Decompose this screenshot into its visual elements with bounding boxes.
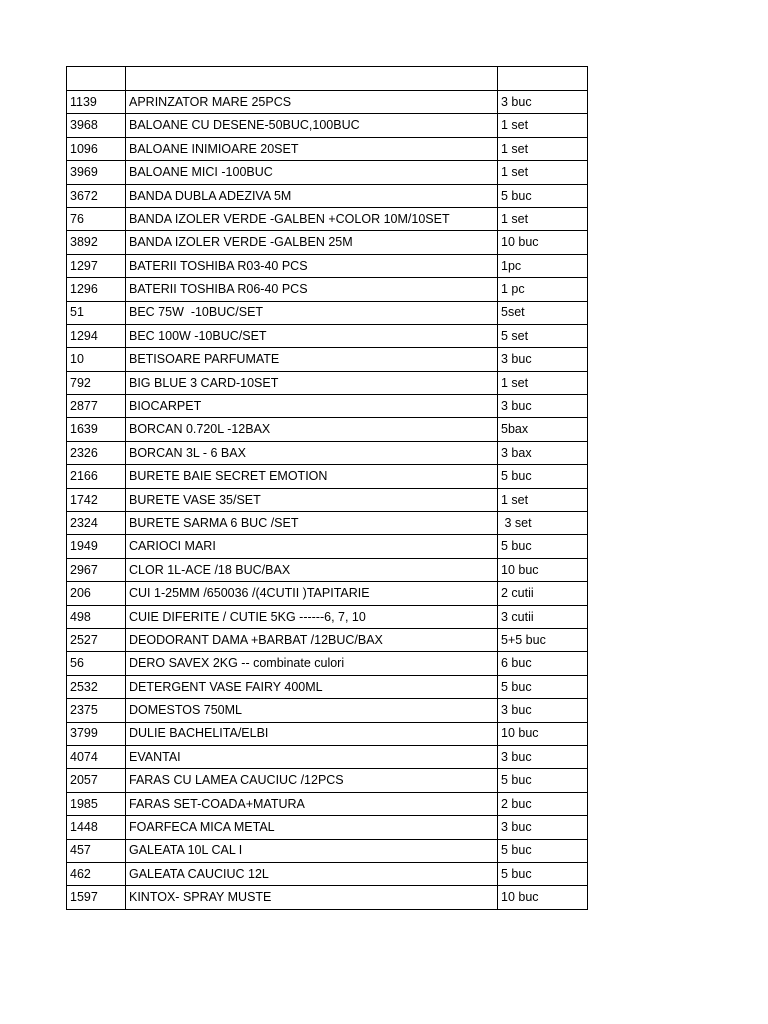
item-code-cell: 2527 (67, 628, 126, 651)
table-row (67, 675, 588, 698)
table-row (67, 816, 588, 839)
item-description-cell: GALEATA CAUCIUC 12L (126, 862, 498, 885)
item-quantity-cell: 2 cutii (498, 582, 588, 605)
table-row (67, 488, 588, 511)
item-code-cell: 2326 (67, 441, 126, 464)
item-code-cell: 2532 (67, 675, 126, 698)
item-code-cell: 1139 (67, 91, 126, 114)
item-description-cell: BURETE VASE 35/SET (126, 488, 498, 511)
item-quantity-cell: 3 buc (498, 91, 588, 114)
item-code-cell: 1985 (67, 792, 126, 815)
item-quantity-cell: 5 buc (498, 465, 588, 488)
item-quantity-cell: 5 set (498, 324, 588, 347)
item-quantity-cell: 3 buc (498, 745, 588, 768)
item-quantity-cell: 2 buc (498, 792, 588, 815)
item-quantity-cell: 6 buc (498, 652, 588, 675)
item-description-cell: DULIE BACHELITA/ELBI (126, 722, 498, 745)
item-quantity-cell: 10 buc (498, 886, 588, 909)
header-quantity-cell (498, 67, 588, 91)
item-quantity-cell: 3 cutii (498, 605, 588, 628)
table-row (67, 465, 588, 488)
table-row (67, 324, 588, 347)
item-description-cell: FOARFECA MICA METAL (126, 816, 498, 839)
table-row (67, 558, 588, 581)
item-quantity-cell: 3 buc (498, 699, 588, 722)
item-code-cell: 2057 (67, 769, 126, 792)
product-table (66, 66, 588, 910)
item-quantity-cell: 5bax (498, 418, 588, 441)
item-description-cell: BORCAN 0.720L -12BAX (126, 418, 498, 441)
item-description-cell: APRINZATOR MARE 25PCS (126, 91, 498, 114)
header-description-cell (126, 67, 498, 91)
item-code-cell: 457 (67, 839, 126, 862)
table-row (67, 582, 588, 605)
item-code-cell: 462 (67, 862, 126, 885)
table-row (67, 839, 588, 862)
item-description-cell: DERO SAVEX 2KG -- combinate culori (126, 652, 498, 675)
item-description-cell: BIG BLUE 3 CARD-10SET (126, 371, 498, 394)
item-description-cell: BURETE SARMA 6 BUC /SET (126, 512, 498, 535)
item-description-cell: BANDA IZOLER VERDE -GALBEN +COLOR 10M/10SET (126, 207, 498, 230)
table-row (67, 395, 588, 418)
table-row (67, 792, 588, 815)
table-row (67, 231, 588, 254)
item-description-cell: BIOCARPET (126, 395, 498, 418)
table-row (67, 862, 588, 885)
item-code-cell: 56 (67, 652, 126, 675)
item-description-cell: GALEATA 10L CAL I (126, 839, 498, 862)
item-quantity-cell: 5set (498, 301, 588, 324)
table-row (67, 114, 588, 137)
item-code-cell: 1294 (67, 324, 126, 347)
item-code-cell: 1949 (67, 535, 126, 558)
table-row (67, 745, 588, 768)
item-description-cell: CLOR 1L-ACE /18 BUC/BAX (126, 558, 498, 581)
item-code-cell: 1742 (67, 488, 126, 511)
table-row (67, 628, 588, 651)
item-code-cell: 206 (67, 582, 126, 605)
item-quantity-cell: 1 set (498, 207, 588, 230)
item-quantity-cell: 5+5 buc (498, 628, 588, 651)
item-quantity-cell: 1 set (498, 137, 588, 160)
item-code-cell: 1297 (67, 254, 126, 277)
item-code-cell: 1296 (67, 278, 126, 301)
item-quantity-cell: 1 set (498, 114, 588, 137)
item-code-cell: 2166 (67, 465, 126, 488)
item-quantity-cell: 3 buc (498, 348, 588, 371)
table-row (67, 254, 588, 277)
item-quantity-cell: 5 buc (498, 535, 588, 558)
item-description-cell: EVANTAI (126, 745, 498, 768)
table-row (67, 769, 588, 792)
item-description-cell: DETERGENT VASE FAIRY 400ML (126, 675, 498, 698)
item-code-cell: 792 (67, 371, 126, 394)
item-description-cell: CUIE DIFERITE / CUTIE 5KG ------6, 7, 10 (126, 605, 498, 628)
item-description-cell: BEC 100W -10BUC/SET (126, 324, 498, 347)
item-description-cell: BORCAN 3L - 6 BAX (126, 441, 498, 464)
item-quantity-cell: 1 set (498, 371, 588, 394)
item-quantity-cell: 1 set (498, 488, 588, 511)
table-row (67, 137, 588, 160)
table-row (67, 605, 588, 628)
header-code-cell (67, 67, 126, 91)
item-quantity-cell: 1 set (498, 161, 588, 184)
item-description-cell: CUI 1-25MM /650036 /(4CUTII )TAPITARIE (126, 582, 498, 605)
table-row (67, 699, 588, 722)
table-body (67, 67, 588, 910)
item-code-cell: 498 (67, 605, 126, 628)
item-quantity-cell: 1pc (498, 254, 588, 277)
item-code-cell: 10 (67, 348, 126, 371)
item-quantity-cell: 5 buc (498, 862, 588, 885)
item-code-cell: 3968 (67, 114, 126, 137)
item-code-cell: 76 (67, 207, 126, 230)
item-code-cell: 2877 (67, 395, 126, 418)
item-description-cell: BALOANE INIMIOARE 20SET (126, 137, 498, 160)
table-row (67, 652, 588, 675)
item-description-cell: BALOANE MICI -100BUC (126, 161, 498, 184)
item-quantity-cell: 1 pc (498, 278, 588, 301)
item-description-cell: FARAS CU LAMEA CAUCIUC /12PCS (126, 769, 498, 792)
item-description-cell: FARAS SET-COADA+MATURA (126, 792, 498, 815)
table-row (67, 722, 588, 745)
item-quantity-cell: 5 buc (498, 184, 588, 207)
item-description-cell: BETISOARE PARFUMATE (126, 348, 498, 371)
item-code-cell: 2375 (67, 699, 126, 722)
table-row (67, 184, 588, 207)
item-quantity-cell: 10 buc (498, 558, 588, 581)
item-description-cell: DOMESTOS 750ML (126, 699, 498, 722)
item-quantity-cell: 10 buc (498, 722, 588, 745)
item-quantity-cell: 5 buc (498, 769, 588, 792)
table-row (67, 91, 588, 114)
item-code-cell: 3799 (67, 722, 126, 745)
item-description-cell: BANDA DUBLA ADEZIVA 5M (126, 184, 498, 207)
item-description-cell: DEODORANT DAMA +BARBAT /12BUC/BAX (126, 628, 498, 651)
item-code-cell: 2967 (67, 558, 126, 581)
item-code-cell: 1448 (67, 816, 126, 839)
item-code-cell: 51 (67, 301, 126, 324)
item-description-cell: BURETE BAIE SECRET EMOTION (126, 465, 498, 488)
item-description-cell: KINTOX- SPRAY MUSTE (126, 886, 498, 909)
item-code-cell: 4074 (67, 745, 126, 768)
table-header-row (67, 67, 588, 91)
item-description-cell: BATERII TOSHIBA R06-40 PCS (126, 278, 498, 301)
table-row (67, 161, 588, 184)
item-code-cell: 1096 (67, 137, 126, 160)
table-row (67, 348, 588, 371)
item-code-cell: 2324 (67, 512, 126, 535)
item-description-cell: BANDA IZOLER VERDE -GALBEN 25M (126, 231, 498, 254)
table-row (67, 418, 588, 441)
table-row (67, 207, 588, 230)
item-quantity-cell: 3 buc (498, 816, 588, 839)
table-row (67, 535, 588, 558)
item-quantity-cell: 5 buc (498, 839, 588, 862)
table-row (67, 441, 588, 464)
item-description-cell: BALOANE CU DESENE-50BUC,100BUC (126, 114, 498, 137)
item-code-cell: 1639 (67, 418, 126, 441)
table-row (67, 371, 588, 394)
item-quantity-cell: 3 bax (498, 441, 588, 464)
item-description-cell: BEC 75W -10BUC/SET (126, 301, 498, 324)
item-code-cell: 3892 (67, 231, 126, 254)
table-row (67, 301, 588, 324)
item-description-cell: BATERII TOSHIBA R03-40 PCS (126, 254, 498, 277)
item-description-cell: CARIOCI MARI (126, 535, 498, 558)
item-quantity-cell: 3 set (498, 512, 588, 535)
table-row (67, 512, 588, 535)
item-quantity-cell: 10 buc (498, 231, 588, 254)
item-code-cell: 1597 (67, 886, 126, 909)
item-code-cell: 3672 (67, 184, 126, 207)
item-quantity-cell: 5 buc (498, 675, 588, 698)
item-quantity-cell: 3 buc (498, 395, 588, 418)
item-code-cell: 3969 (67, 161, 126, 184)
table-row (67, 278, 588, 301)
table-row (67, 886, 588, 909)
